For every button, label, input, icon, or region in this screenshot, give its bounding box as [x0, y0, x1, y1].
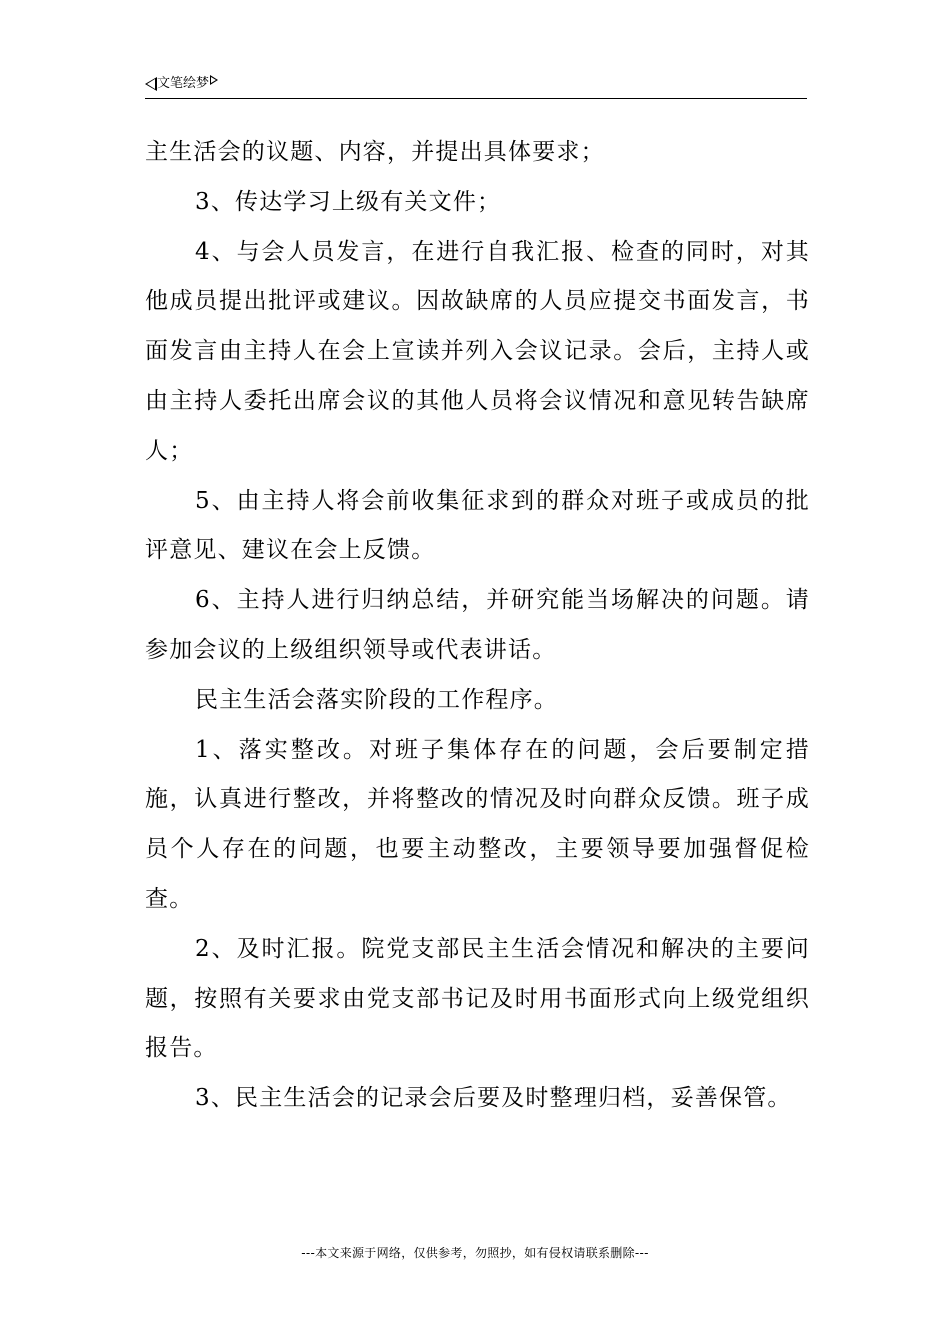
paragraph-5: 6、主持人进行归纳总结，并研究能当场解决的问题。请参加会议的上级组织领导或代表讲话。 — [145, 587, 810, 663]
document-body — [145, 128, 810, 1124]
header-mark — [145, 76, 218, 93]
paragraph-1: 主生活会的议题、内容，并提出具体要求； — [145, 139, 605, 165]
paragraph-9: 3、民主生活会的记录会后要及时整理归档，妥善保管。 — [195, 1085, 792, 1112]
paragraph-7: 1、落实整改。对班子集体存在的问题，会后要制定措施，认真进行整改，并将整改的情况及时向群众反馈。班子成员个人存在的问题，也要主动整改，主要领导要加强督促检查。 — [145, 736, 810, 912]
page-footer: ---本文来源于网络，仅供参考，勿照抄，如有侵权请联系删除--- — [301, 1246, 649, 1260]
right-triangle-icon — [210, 75, 218, 85]
left-triangle-icon — [145, 77, 157, 91]
page-header — [145, 74, 807, 99]
paragraph-8: 2、及时汇报。院党支部民主生活会情况和解决的主要问题，按照有关要求由党支部书记及时用书面形式向上级党组织报告。 — [145, 935, 810, 1062]
paragraph-2: 3、传达学习上级有关文件； — [195, 188, 502, 215]
paragraph-4: 5、由主持人将会前收集征求到的群众对班子或成员的批评意见、建议在会上反馈。 — [145, 487, 810, 564]
header-title: 文笔绘梦 — [157, 76, 210, 91]
paragraph-6: 民主生活会落实阶段的工作程序。 — [195, 686, 558, 713]
paragraph-3: 4、与会人员发言，在进行自我汇报、检查的同时，对其他成员提出批评或建议。因故缺席的人员应提交书面发言，书面发言由主持人在会上宣读并列入会议记录。会后，主持人或由主持人委托出席会议的其他人员将会议情况和意见转告缺席人； — [145, 238, 810, 464]
